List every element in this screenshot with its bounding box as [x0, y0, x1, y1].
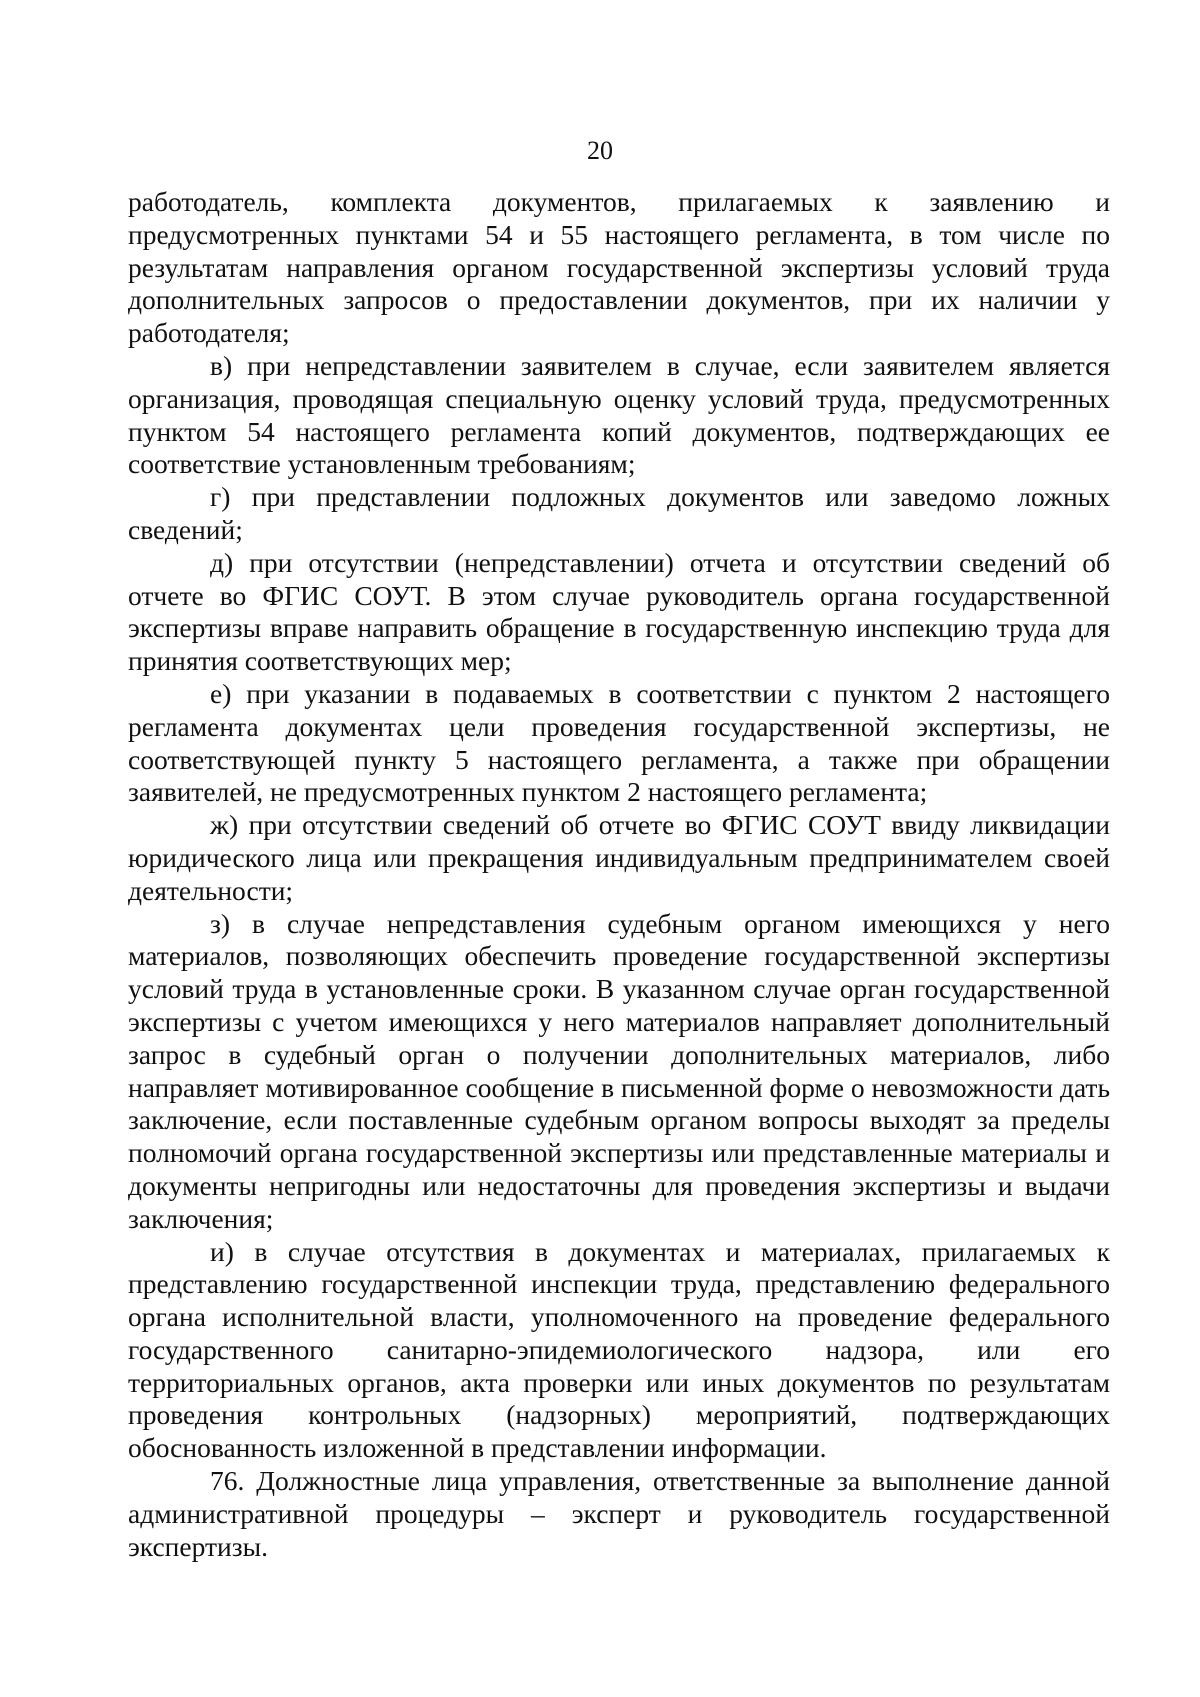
paragraph-continuation: работодатель, комплекта документов, прилагаемых к заявлению и предусмотренных пунктами 54 и 55 настоящего регламента, в том числе по результатам направления органом государственной экспертизы условий труда дополнительных запросов о предоставлении документов, при их наличии у работодателя;	[128, 186, 1110, 349]
paragraph-item-i: и) в случае отсутствия в документах и материалах, прилагаемых к представлению государственной инспекции труда, представлению федерального органа исполнительной власти, уполномоченного на проведение федерального государственного санитарно-эпидемиологического надзора, или его территориальных органов, акта проверки или иных документов по результатам проведения контрольных (надзорных) мероприятий, подтверждающих обоснованность изложенной в представлении информации.	[128, 1235, 1110, 1464]
paragraph-item-v: в) при непредставлении заявителем в случае, если заявителем является организация, проводящая специальную оценку условий труда, предусмотренных пунктом 54 настоящего регламента копий документов, подтверждающих ее соответствие установленным требованиям;	[128, 349, 1110, 480]
document-body	[128, 186, 1110, 1563]
paragraph-item-z: з) в случае непредставления судебным органом имеющихся у него материалов, позволяющих обеспечить проведение государственной экспертизы условий труда в установленные сроки. В указанном случае орган государственной экспертизы с учетом имеющихся у него материалов направляет дополнительный запрос в судебный орган о получении дополнительных материалов, либо направляет мотивированное сообщение в письменной форме о невозможности дать заключение, если поставленные судебным органом вопросы выходят за пределы полномочий органа государственной экспертизы или представленные материалы и документы непригодны или недостаточны для проведения экспертизы и выдачи заключения;	[128, 907, 1110, 1234]
paragraph-76: 76. Должностные лица управления, ответственные за выполнение данной административной процедуры – эксперт и руководитель государственной экспертизы.	[128, 1465, 1110, 1562]
page-number: 20	[587, 136, 613, 165]
paragraph-item-g: г) при представлении подложных документов или заведомо ложных сведений;	[128, 481, 1110, 545]
paragraph-item-d: д) при отсутствии (непредставлении) отчета и отсутствии сведений об отчете во ФГИС СОУТ. В этом случае руководитель органа государственной экспертизы вправе направить обращение в государственную инспекцию труда для принятия соответствующих мер;	[128, 546, 1110, 677]
paragraph-item-e: е) при указании в подаваемых в соответствии с пунктом 2 настоящего регламента документах цели проведения государственной экспертизы, не соответствующей пункту 5 настоящего регламента, а также при обращении заявителей, не предусмотренных пунктом 2 настоящего регламента;	[128, 677, 1110, 808]
paragraph-item-zh: ж) при отсутствии сведений об отчете во ФГИС СОУТ ввиду ликвидации юридического лица или прекращения индивидуальным предпринимателем своей деятельности;	[128, 809, 1110, 906]
